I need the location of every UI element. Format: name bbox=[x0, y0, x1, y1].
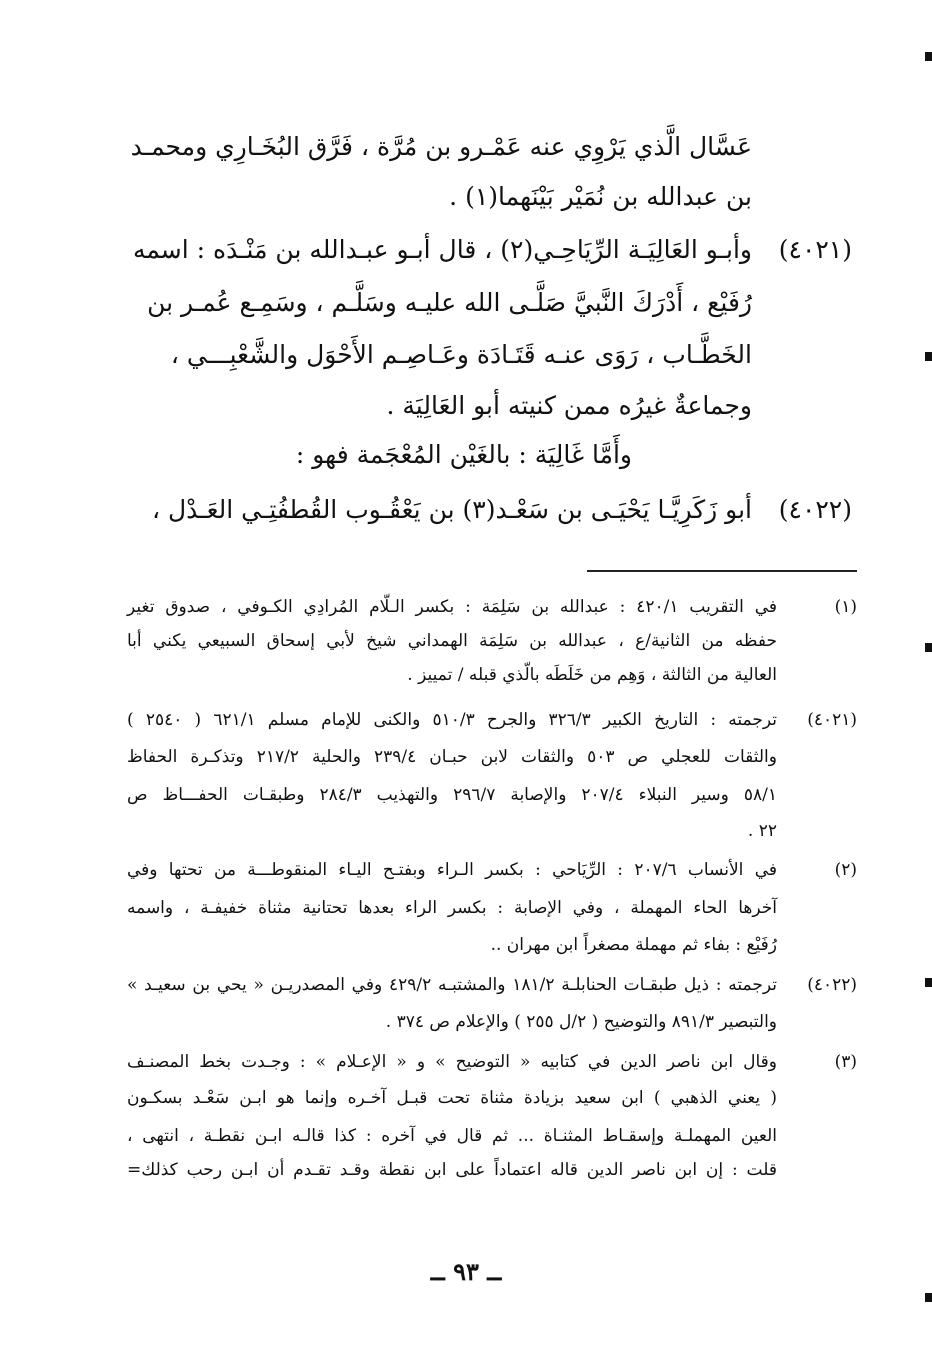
scan-edge-mark bbox=[925, 52, 932, 61]
footnote-1-line-1: في التقريب ٤٢٠/١ : عبدالله بن سَلِمَة : بكسر الـلّام المُرادِي الكـوفي ، صدوق تغير bbox=[127, 597, 777, 617]
footnote-4021-line-1: ترجمته : التاريخ الكبير ٣٢٦/٣ والجرح ٥١٠/٣ والكنى للإمام مسلم ٦٢١/١ ( ٢٥٤٠ ) bbox=[127, 710, 777, 730]
main-text-line-8: أبو زَكَرِيَّـا يَحْيَـى بن سَعْـد(٣) بن يَعْقُـوب القُطفُتِـي العَـدْل ، bbox=[151, 495, 752, 524]
footnote-separator bbox=[587, 570, 857, 572]
footnote-marker-4021: (٤٠٢١) bbox=[807, 710, 857, 730]
scan-edge-mark bbox=[925, 643, 932, 652]
scan-edge-mark bbox=[925, 1293, 932, 1302]
main-text-line-4: رُفَيْع ، أَدْرَكَ النَّبيَّ صَلَّـى الله عليـه وسَلَّـم ، وسَمِـع عُمـر بن bbox=[147, 288, 752, 317]
footnote-2-line-1: في الأنساب ٢٠٧/٦ : الرِّيَاحي : بكسر الـراء وبفتـح اليـاء المنقوطـــة من تحتها وفي bbox=[127, 860, 777, 880]
footnote-4021-line-2: والثقات للعجلي ص ٥٠٣ والثقات لابن حبـان ٢٣٩/٤ والحلية ٢١٧/٢ وتذكـرة الحفاظ bbox=[127, 747, 777, 767]
footnote-4021-line-3: ٥٨/١ وسير النبلاء ٢٠٧/٤ والإصابة ٢٩٦/٧ والتهذيب ٢٨٤/٣ وطبقـات الحفـــاظ ص bbox=[127, 785, 777, 805]
main-text-line-7: وأَمَّا غَالِيَة : بالغَيْن المُعْجَمة فهو : bbox=[295, 440, 632, 469]
entry-number-4021: (٤٠٢١) bbox=[778, 235, 852, 264]
scan-edge-mark bbox=[925, 352, 932, 361]
footnote-1-line-2: حفظه من الثانية/ع ، عبدالله بن سَلِمَة الهمداني شيخ لأبي إسحاق السبيعي يكني أبا bbox=[127, 631, 777, 651]
main-text-line-3: وأبـو العَالِيَـة الرِّيَاحِـي(٢) ، قال أبـو عبـدالله بن مَنْـدَه : اسمه bbox=[132, 235, 752, 264]
main-text-line-1: عَسَّال الَّذي يَرْوِي عنه عَمْـرو بن مُرَّة ، فَرَّق البُخَـارِي ومحمـد bbox=[130, 132, 752, 161]
footnote-4021-line-4: ٢٢ . bbox=[747, 821, 777, 841]
footnote-3-line-1: وقال ابن ناصر الدين في كتابيه « التوضيح » و « الإعـلام » : وجـدت بخط المصنـف bbox=[127, 1052, 777, 1072]
footnote-2-line-3: رُفَيْع : بفاء ثم مهملة مصغراً ابن مهران .. bbox=[490, 935, 777, 955]
footnote-marker-4022: (٤٠٢٢) bbox=[807, 975, 857, 995]
main-text-line-6: وجماعةٌ غيرُه ممن كنيته أبو العَالِيَة . bbox=[386, 391, 752, 420]
footnote-marker-1: (١) bbox=[834, 597, 857, 617]
footnote-3-line-2: ( يعني الذهبي ) ابن سعيد بزيادة مثناة تحت قبـل آخـره وإنما هو ابـن سَعْـد بسكـون bbox=[127, 1088, 777, 1108]
footnote-marker-2: (٢) bbox=[834, 860, 857, 880]
footnote-2-line-2: آخرها الحاء المهملة ، وفي الإصابة : بكسر الراء بعدها تحتانية مثناة خفيفـة ، واسمه bbox=[127, 898, 777, 918]
main-text-line-5: الخَطَّـاب ، رَوَى عنـه قَتَـادَة وعَـاصِـم الأَحْوَل والشَّعْبِـــي ، bbox=[170, 340, 752, 369]
page-number: ــ ٩٣ ــ bbox=[430, 1257, 502, 1286]
footnote-4022-line-1: ترجمته : ذيل طبقـات الحنابلـة ١٨١/٢ والمشتبـه ٤٢٩/٢ وفي المصدريـن « يحي بن سعيـد » bbox=[127, 975, 777, 995]
scan-edge-mark bbox=[925, 978, 932, 987]
footnote-3-line-3: العين المهملـة وإسقـاط المثنـاة ... ثم قال في آخره : كذا قالـه ابـن نقطـة ، انتهى ، bbox=[127, 1126, 777, 1146]
main-text-line-2: بن عبدالله بن نُمَيْر بَيْنَهما(١) . bbox=[449, 182, 752, 211]
footnote-1-line-3: العالية من الثالثة ، وَهِم من خَلَطَه بالّذي قبله / تمييز . bbox=[407, 665, 777, 685]
footnote-3-line-4: قلت : إن ابن ناصر الدين قاله اعتماداً على ابن نقطة وقـد تقـدم أن ابـن رحب كذلك= bbox=[127, 1160, 777, 1180]
footnote-4022-line-2: والتبصير ٨٩١/٣ والتوضيح ( ٢/ل ٢٥٥ ) والإعلام ص ٣٧٤ . bbox=[385, 1012, 777, 1032]
entry-number-4022: (٤٠٢٢) bbox=[778, 495, 852, 524]
footnote-marker-3: (٣) bbox=[834, 1052, 857, 1072]
